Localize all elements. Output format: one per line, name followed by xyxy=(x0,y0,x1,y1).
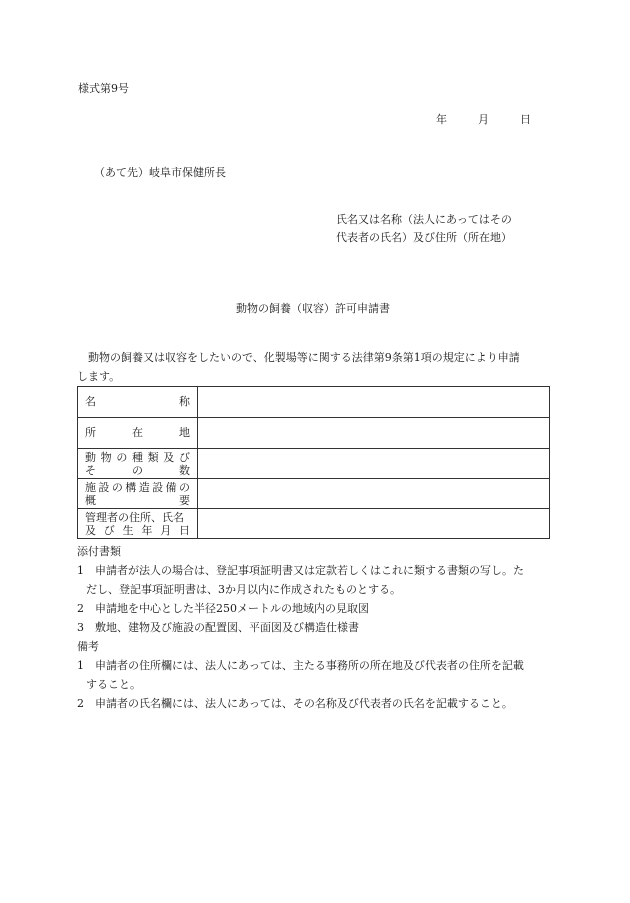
label-line xyxy=(78,511,197,524)
label-line xyxy=(78,464,197,477)
remark-item-2: 2 申請者の氏名欄には、法人にあっては、その名称及び代表者の氏名を記載すること。 xyxy=(77,697,513,710)
label-char: 日 xyxy=(178,523,190,537)
form-number: 様式第9号 xyxy=(78,82,129,95)
attachment-item-1-line1: 1 申請者が法人の場合は、登記事項証明書又は定款若しくはこれに類する書類の写し。た xyxy=(77,564,524,577)
table-row xyxy=(78,418,550,449)
addressee: （あて先）岐阜市保健所長 xyxy=(94,166,226,179)
label-char: 造 xyxy=(138,480,150,494)
label-char: 管理者の住所、氏名 xyxy=(85,510,184,524)
row-label-animal-types xyxy=(78,449,198,479)
row-value-manager[interactable] xyxy=(198,509,550,539)
label-line xyxy=(78,451,197,464)
day-label: 日 xyxy=(520,113,531,126)
remarks-heading: 備考 xyxy=(77,640,99,653)
row-label-name xyxy=(78,387,198,418)
label-char: 名 xyxy=(85,395,96,408)
attachment-item-1-line2: だし、登記事項証明書は、3か月以内に作成されたものとする。 xyxy=(86,583,401,596)
label-char: 称 xyxy=(179,395,190,408)
label-char: 構 xyxy=(125,480,137,494)
label-char: 施 xyxy=(85,480,96,494)
label-char: 概 xyxy=(85,493,96,507)
label-char: び xyxy=(103,523,115,537)
intro-line2: します。 xyxy=(77,370,121,383)
attachments-heading: 添付書類 xyxy=(77,545,121,558)
date-line xyxy=(436,113,531,127)
row-value-facility[interactable] xyxy=(198,479,550,509)
label-char: 備 xyxy=(165,480,177,494)
row-value-animal-types[interactable] xyxy=(198,449,550,479)
label-char: 動 xyxy=(85,450,96,464)
attachment-item-3: 3 敷地、建物及び施設の配置図、平面図及び構造仕様書 xyxy=(77,621,359,634)
year-label: 年 xyxy=(436,113,447,126)
label-char: そ xyxy=(85,463,96,477)
label-char: 在 xyxy=(132,426,143,439)
applicant-label-line1: 氏名又は名称（法人にあってはその xyxy=(336,213,512,226)
label-char: 数 xyxy=(179,463,190,477)
label-char: 物 xyxy=(100,450,112,464)
label-char: 設 xyxy=(152,480,164,494)
applicant-label-line2: 代表者の氏名）及び住所（所在地） xyxy=(336,231,512,244)
label-char: の xyxy=(111,480,123,494)
label-char: の xyxy=(178,480,190,494)
label-char: 要 xyxy=(179,493,190,507)
label-char: 年 xyxy=(141,523,153,537)
label-char: 所 xyxy=(85,426,96,439)
label-char: 類 xyxy=(147,450,159,464)
table-row xyxy=(78,479,550,509)
document-title: 動物の飼養（収容）許可申請書 xyxy=(236,302,390,315)
label-char: 生 xyxy=(122,523,134,537)
row-value-name[interactable] xyxy=(198,387,550,418)
label-char: 及 xyxy=(85,523,96,537)
label-char: 及 xyxy=(163,450,175,464)
intro-line1: 動物の飼養又は収容をしたいので、化製場等に関する法律第9条第1項の規定により申請 xyxy=(77,351,520,364)
label-char: の xyxy=(132,463,143,477)
remark-item-1-line1: 1 申請者の住所欄には、法人にあっては、主たる事務所の所在地及び代表者の住所を記載 xyxy=(77,659,524,672)
table-row xyxy=(78,449,550,479)
row-label-location xyxy=(78,418,198,449)
month-label: 月 xyxy=(478,113,489,126)
label-char: 地 xyxy=(179,426,190,439)
table-row xyxy=(78,509,550,539)
label-char: び xyxy=(178,450,190,464)
attachment-item-2: 2 申請地を中心とした半径250メートルの地域内の見取図 xyxy=(77,602,369,615)
label-char: 種 xyxy=(131,450,143,464)
row-label-manager xyxy=(78,509,198,539)
label-line xyxy=(78,524,197,537)
remark-item-1-line2: すること。 xyxy=(86,678,141,691)
label-line xyxy=(78,481,197,494)
label-char: 月 xyxy=(160,523,172,537)
application-table xyxy=(77,386,550,539)
row-value-location[interactable] xyxy=(198,418,550,449)
label-line xyxy=(78,494,197,507)
label-char: 設 xyxy=(98,480,110,494)
label-char: の xyxy=(116,450,128,464)
table-row xyxy=(78,387,550,418)
row-label-facility xyxy=(78,479,198,509)
